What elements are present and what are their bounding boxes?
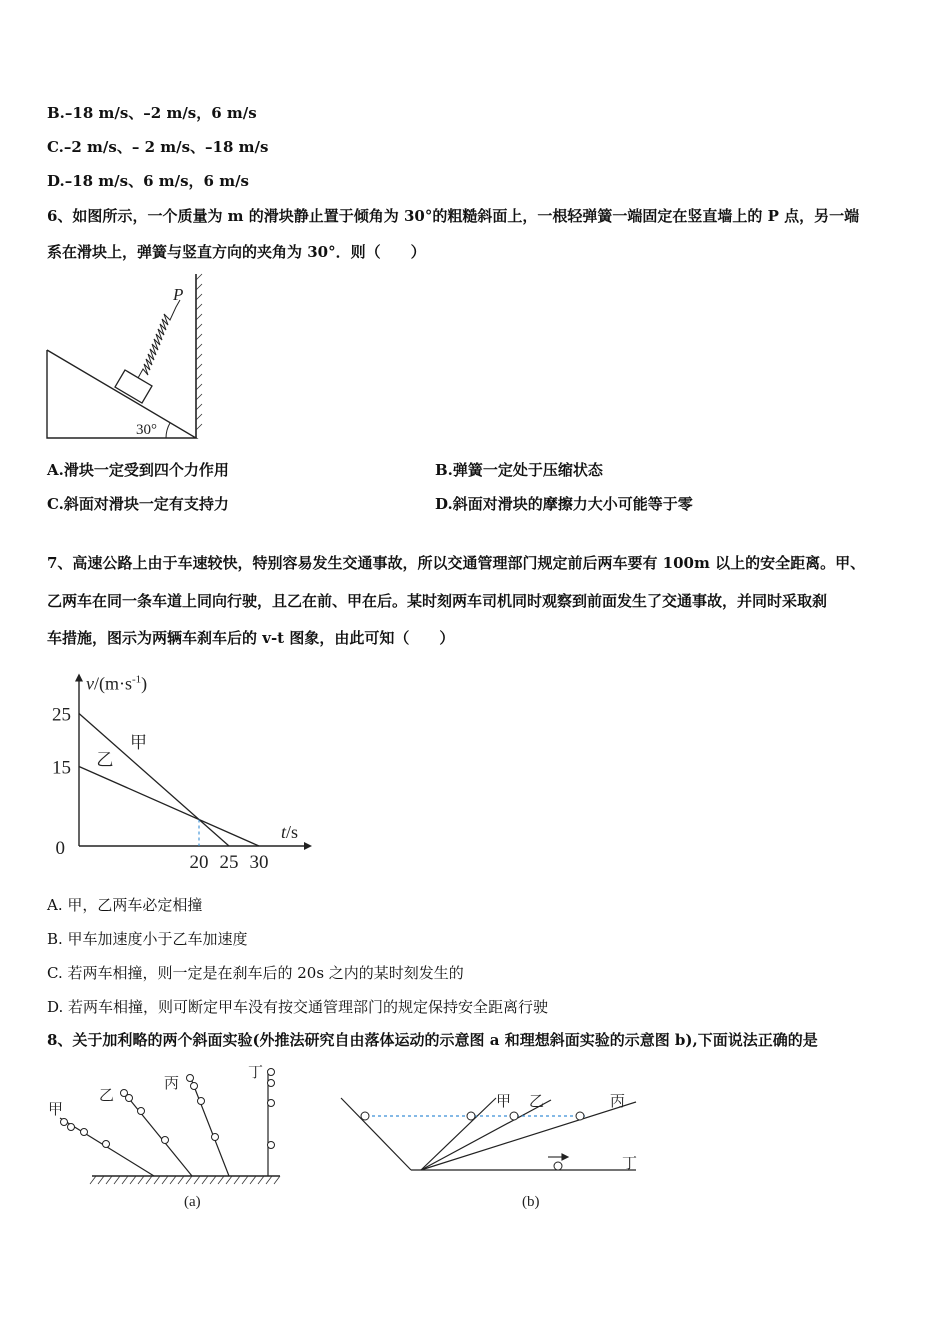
q7-stem-line3: 车措施，图示为两辆车刹车后的 v-t 图象，由此可知（ ）	[47, 629, 455, 647]
label-bing: 丙	[164, 1076, 180, 1092]
q7-option-a: A. 甲，乙两车必定相撞	[47, 896, 203, 914]
caption-b: (b)	[522, 1194, 540, 1210]
slope-jia	[421, 1098, 496, 1170]
q6-option-b: B.弹簧一定处于压缩状态	[435, 461, 603, 479]
q6-incline-figure	[40, 272, 220, 444]
left-slope	[341, 1098, 411, 1170]
point-p-label: P	[173, 285, 184, 304]
q5-option-d: D.–18 m/s、6 m/s，6 m/s	[47, 172, 249, 190]
q6-option-d: D.斜面对滑块的摩擦力大小可能等于零	[435, 495, 693, 513]
y-tick-label-1: 25	[52, 704, 71, 726]
x-tick-label-1: 25	[219, 852, 239, 873]
q7-option-d: D. 若两车相撞，则可断定甲车没有按交通管理部门的规定保持安全距离行驶	[47, 998, 549, 1016]
q8-figure-b	[336, 1080, 656, 1212]
label-b-bing: 丙	[610, 1094, 626, 1110]
label-jia: 甲	[48, 1102, 64, 1118]
label-b-yi: 乙	[529, 1094, 545, 1110]
series-label-jia: 甲	[130, 732, 147, 752]
q6-option-c: C.斜面对滑块一定有支持力	[47, 495, 229, 513]
slider-block	[115, 370, 152, 403]
incline	[47, 350, 196, 438]
angle-arc	[166, 423, 170, 438]
y-axis-label: $v/(m\cdot s^{-1})$	[86, 673, 148, 694]
q8-figure-a	[44, 1060, 294, 1212]
x-axis-label: t/s	[281, 822, 299, 842]
ground-hatching	[90, 1176, 280, 1184]
q8-stem: 8、关于加利略的两个斜面实验(外推法研究自由落体运动的示意图 a 和理想斜面实验的示意图 b),下面说法正确的是	[47, 1031, 818, 1049]
series-label-yi: 乙	[96, 750, 114, 770]
q6-stem-line2: 系在滑块上，弹簧与竖直方向的夹角为 30°．则（ ）	[47, 243, 426, 261]
q7-vt-chart	[40, 662, 300, 882]
q7-option-b: B. 甲车加速度小于乙车加速度	[47, 930, 248, 948]
arrow-icon	[548, 1154, 568, 1160]
series-line-0	[79, 714, 229, 847]
label-ding: 丁	[248, 1065, 264, 1081]
label-yi: 乙	[99, 1088, 115, 1104]
q5-option-c: C.–2 m/s、– 2 m/s、–18 m/s	[47, 138, 269, 156]
x-axis-arrow	[304, 842, 312, 850]
q5-option-b: B.–18 m/s、–2 m/s，6 m/s	[47, 104, 257, 122]
label-b-jia: 甲	[496, 1094, 512, 1110]
angle-label: 30°	[136, 422, 157, 438]
label-b-ding: 丁	[622, 1156, 638, 1172]
wall-hatching	[196, 274, 202, 430]
series-line-1	[79, 767, 259, 847]
incline-bing	[190, 1076, 229, 1176]
x-tick-label-0: 20	[189, 852, 209, 873]
q7-stem-line1: 7、高速公路上由于车速较快，特别容易发生交通事故，所以交通管理部门规定前后两车要有 100m 以上的安全距离。甲、	[47, 554, 866, 572]
x-tick-label-2: 30	[249, 852, 269, 873]
q6-stem-line1: 6、如图所示，一个质量为 m 的滑块静止置于倾角为 30°的粗糙斜面上，一根轻弹簧一端固定在竖直墙上的 P 点，另一端	[47, 207, 860, 225]
q6-option-a: A.滑块一定受到四个力作用	[47, 461, 229, 479]
spring	[138, 300, 180, 378]
origin-label: 0	[55, 838, 65, 859]
q7-option-c: C. 若两车相撞，则一定是在刹车后的 20s 之内的某时刻发生的	[47, 964, 464, 982]
y-tick-label-0: 15	[52, 757, 71, 779]
caption-a: (a)	[184, 1194, 201, 1210]
q7-stem-line2: 乙两车在同一条车道上同向行驶，且乙在前、甲在后。某时刻两车司机同时观察到前面发生了交通事故，并同时采取刹	[47, 592, 828, 610]
y-axis-arrow	[75, 674, 83, 682]
